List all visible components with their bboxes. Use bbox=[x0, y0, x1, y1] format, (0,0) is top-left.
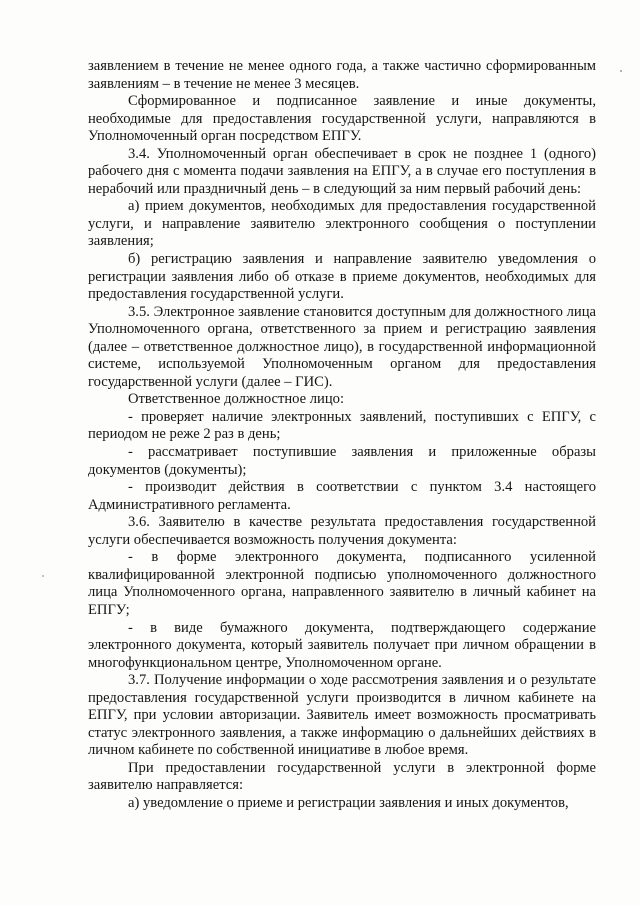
paragraph-3-5: 3.5. Электронное заявление становится доступным для должностного лица Уполномоченного органа, ответственного за прием и регистрацию заявления (далее – ответственное должностное лицо), в государственной информационной системе, используемой Уполномоченным органом для предоставления государственной услуги (далее – ГИС). bbox=[88, 303, 596, 390]
list-item-b: б) регистрацию заявления и направление заявителю уведомления о регистрации заявления либо об отказе в приеме документов, необходимых для предоставления государственной услуги. bbox=[88, 251, 596, 303]
paragraph-2: Сформированное и подписанное заявление и иные документы, необходимые для предоставления государственной услуги, направляются в Уполномоченный орган посредством ЕПГУ. bbox=[88, 93, 596, 145]
paragraph-electronic-form: При предоставлении государственной услуги в электронной форме заявителю направляется: bbox=[88, 759, 596, 794]
responsible-official-heading: Ответственное должностное лицо: bbox=[128, 391, 344, 408]
list-item-a-notification: а) уведомление о приеме и регистрации заявления и иных документов, bbox=[128, 794, 569, 811]
document-body bbox=[88, 58, 596, 813]
scan-artifact bbox=[620, 70, 622, 72]
bullet-electronic-document: - в форме электронного документа, подписанного усиленной квалифицированной электронной подписью уполномоченного должностного лица Уполномоченного органа, направленного заявителю в личный кабинет на ЕПГУ; bbox=[88, 549, 596, 618]
scan-artifact bbox=[42, 575, 44, 577]
paragraph-1: заявлением в течение не менее одного года, а также частично сформированным заявлениям – в течение не менее 3 месяцев. bbox=[88, 58, 596, 92]
bullet-check-applications: - проверяет наличие электронных заявлений, поступивших с ЕПГУ, с периодом не реже 2 раз в день; bbox=[88, 408, 596, 443]
bullet-review-applications: - рассматривает поступившие заявления и приложенные образы документов (документы); bbox=[88, 444, 596, 478]
paragraph-3-4: 3.4. Уполномоченный орган обеспечивает в срок не позднее 1 (одного) рабочего дня с момента подачи заявления на ЕПГУ, а в случае его поступления в нерабочий или праздничный день – в следующий за ним первый рабочий день: bbox=[88, 145, 596, 197]
bullet-paper-document: - в виде бумажного документа, подтверждающего содержание электронного документа, который заявитель получает при личном обращении в многофункциональном центре, Уполномоченном органе. bbox=[88, 619, 596, 671]
bullet-perform-actions: - производит действия в соответствии с пунктом 3.4 настоящего Административного регламента. bbox=[88, 479, 596, 513]
paragraph-3-7: 3.7. Получение информации о ходе рассмотрения заявления и о результате предоставления государственной услуги производится в личном кабинете на ЕПГУ, при условии авторизации. Заявитель имеет возможность просматривать статус электронного заявления, а также информацию о дальнейших действиях в личном кабинете по собственной инициативе в любое время. bbox=[88, 672, 596, 759]
paragraph-3-6: 3.6. Заявителю в качестве результата предоставления государственной услуги обеспечивается возможность получения документа: bbox=[88, 514, 596, 548]
list-item-a: а) прием документов, необходимых для предоставления государственной услуги, и направление заявителю электронного сообщения о поступлении заявления; bbox=[88, 198, 596, 250]
